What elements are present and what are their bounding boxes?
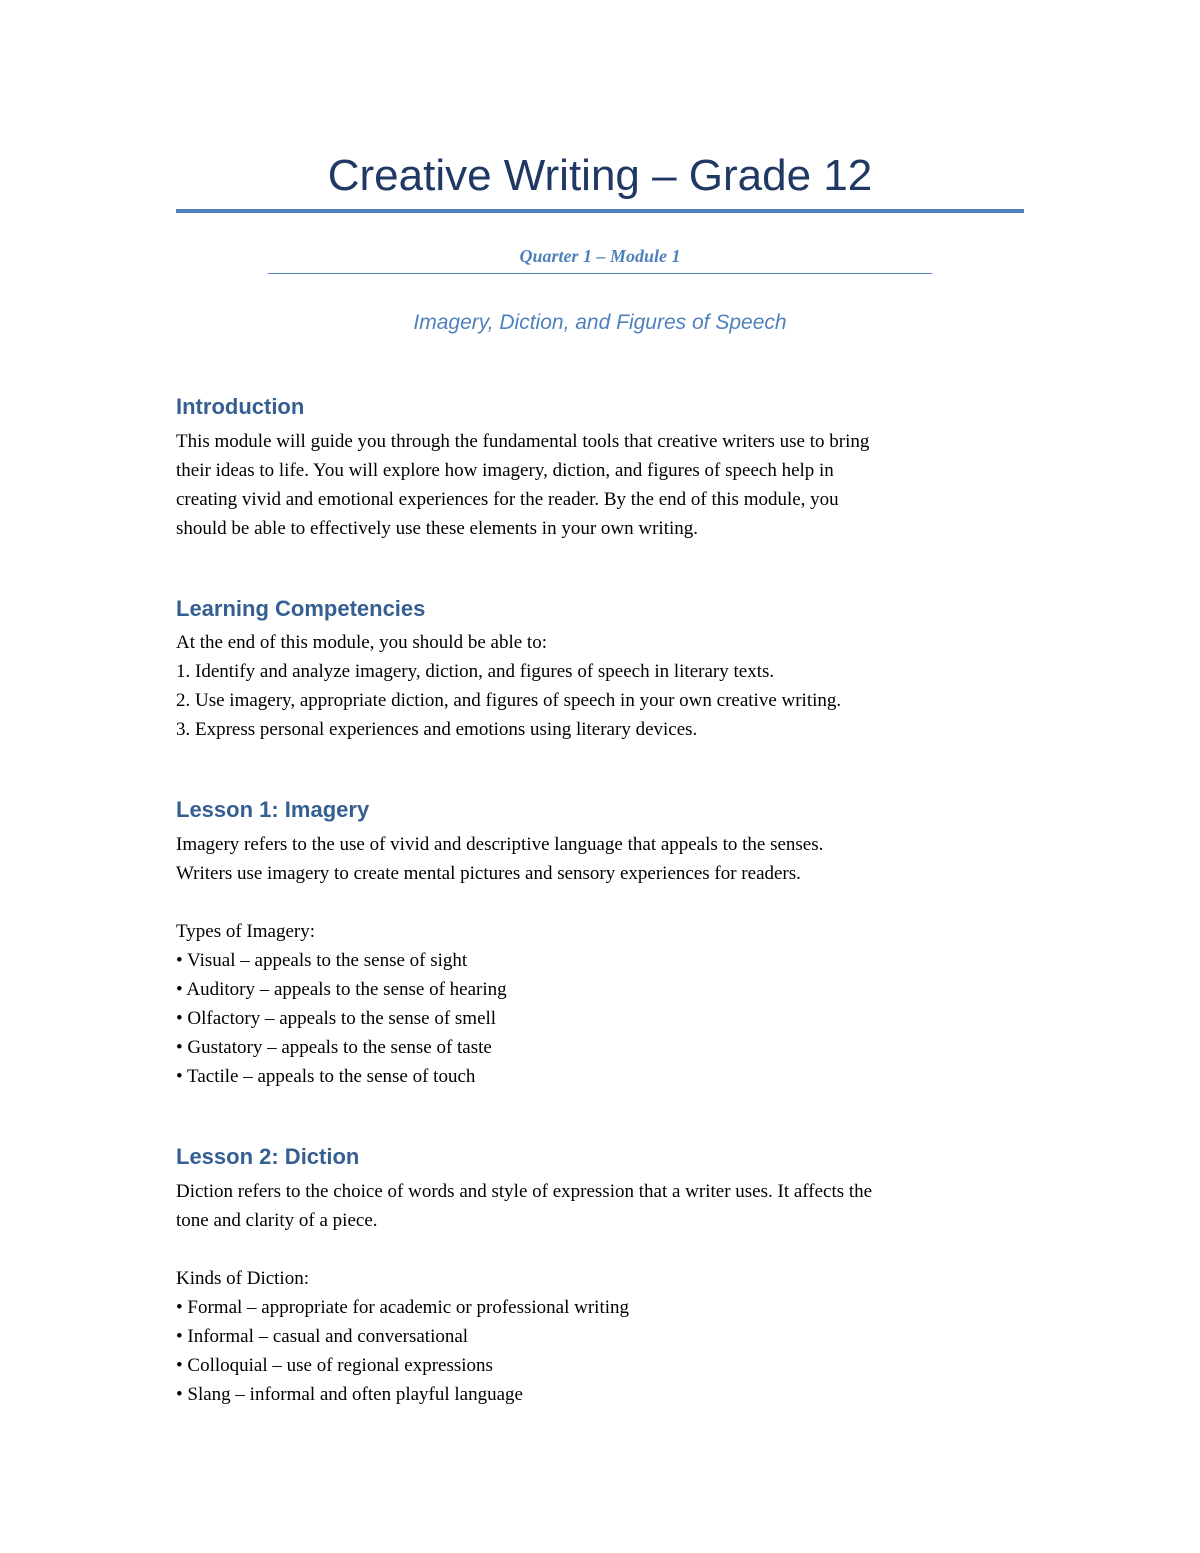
imagery-types-title: Types of Imagery: <box>176 921 316 942</box>
lesson2-paragraph <box>176 1177 1036 1235</box>
introduction-heading: Introduction <box>176 394 305 419</box>
introduction-line: This module will guide you through the fundamental tools that creative writers use to bring <box>176 431 870 452</box>
competency-item: 1. Identify and analyze imagery, diction, and figures of speech in literary texts. <box>176 661 775 682</box>
introduction-paragraph <box>176 427 1036 543</box>
introduction-line: should be able to effectively use these elements in your own writing. <box>176 518 699 539</box>
competencies-intro: At the end of this module, you should be able to: <box>176 632 547 653</box>
competency-item: 3. Express personal experiences and emotions using literary devices. <box>176 719 698 740</box>
title-underline <box>176 209 1024 213</box>
subtitle-underline <box>268 273 932 274</box>
list-item: • Colloquial – use of regional expressions <box>176 1355 493 1376</box>
document-title: Creative Writing – Grade 12 <box>327 151 873 200</box>
diction-kinds-title: Kinds of Diction: <box>176 1268 309 1289</box>
list-item: • Tactile – appeals to the sense of touch <box>176 1066 476 1087</box>
competencies-heading: Learning Competencies <box>176 596 426 621</box>
list-item: • Auditory – appeals to the sense of hearing <box>176 979 507 1000</box>
lesson2-heading: Lesson 2: Diction <box>176 1144 360 1169</box>
introduction-line: creating vivid and emotional experiences for the reader. By the end of this module, you <box>176 489 839 510</box>
list-item: • Gustatory – appeals to the sense of taste <box>176 1037 492 1058</box>
lesson2-line: tone and clarity of a piece. <box>176 1210 378 1231</box>
imagery-types-list <box>176 917 1036 1091</box>
lesson2-line: Diction refers to the choice of words and style of expression that a writer uses. It affects the <box>176 1181 873 1202</box>
lesson1-line: Imagery refers to the use of vivid and descriptive language that appeals to the senses. <box>176 834 824 855</box>
diction-kinds-list <box>176 1264 1036 1409</box>
introduction-line: their ideas to life. You will explore how imagery, diction, and figures of speech help in <box>176 460 834 481</box>
list-item: • Formal – appropriate for academic or professional writing <box>176 1297 630 1318</box>
module-subtitle: Quarter 1 – Module 1 <box>519 246 681 266</box>
list-item: • Informal – casual and conversational <box>176 1326 469 1347</box>
module-topic: Imagery, Diction, and Figures of Speech <box>413 311 787 334</box>
list-item: • Slang – informal and often playful language <box>176 1384 523 1405</box>
lesson1-paragraph <box>176 830 1036 888</box>
lesson1-heading: Lesson 1: Imagery <box>176 797 370 822</box>
lesson1-line: Writers use imagery to create mental pictures and sensory experiences for readers. <box>176 863 801 884</box>
competencies-block <box>176 628 1036 744</box>
list-item: • Olfactory – appeals to the sense of smell <box>176 1008 497 1029</box>
list-item: • Visual – appeals to the sense of sight <box>176 950 468 971</box>
competency-item: 2. Use imagery, appropriate diction, and figures of speech in your own creative writing. <box>176 690 842 711</box>
